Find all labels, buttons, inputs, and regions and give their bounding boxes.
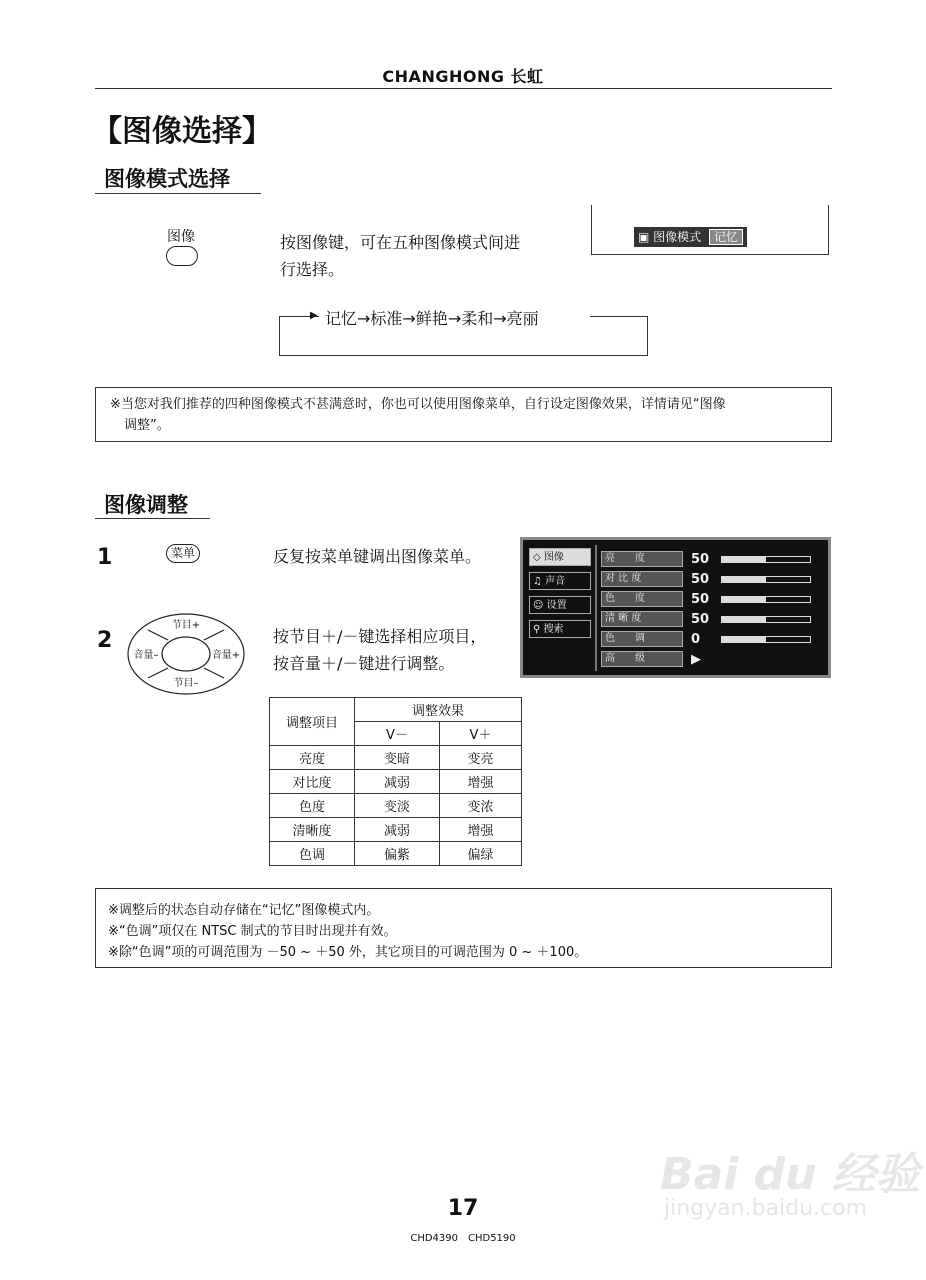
note2-line: ※除“色调”项的可调范围为 －50 ~ ＋50 外，其它项目的可调范围为 0 ~ ＋100。 (108, 945, 588, 960)
table-header-minus: V－ (355, 722, 440, 746)
table-cell: 对比度 (270, 770, 355, 794)
osd-row (601, 570, 826, 588)
osd-rows (601, 550, 826, 670)
osd-row-value: 0 (691, 631, 701, 647)
picture-button-label: 图像 (167, 229, 195, 245)
note1-line1: ※当您对我们推荐的四种图像模式不甚满意时，你也可以使用图像菜单，自行设定图像效果，详情请见“图像 (110, 397, 726, 412)
osd-row-value: 50 (691, 571, 710, 587)
menu-button-icon: 菜单 (166, 544, 200, 563)
table-cell: 清晰度 (270, 818, 355, 842)
note-box-2 (95, 888, 832, 968)
osd-tab-setup: ☺ 设置 (529, 596, 591, 614)
osd-row-value: 50 (691, 591, 710, 607)
picture-button-icon (166, 246, 198, 266)
table-header-effect: 调整效果 (355, 698, 522, 722)
adjust-table (269, 697, 522, 866)
mode-osd (634, 227, 747, 247)
mode-osd-label: 图像模式 (653, 230, 702, 244)
subsection-title-adjust: 图像调整 (104, 493, 188, 517)
table-row (270, 746, 522, 770)
table-cell: 色调 (270, 842, 355, 866)
page-number: 17 (447, 1196, 479, 1221)
arrow-right-icon: ▶ (310, 310, 318, 321)
osd-level-bar (721, 616, 811, 623)
osd-tabs (529, 548, 591, 644)
table-cell: 减弱 (355, 818, 440, 842)
watermark-logo: Bai du 经验 (660, 1149, 920, 1200)
osd-row-label: 高 级 (601, 651, 683, 667)
osd-row-label: 色 度 (601, 591, 683, 607)
header-rule (95, 88, 832, 89)
step1-text: 反复按菜单键调出图像菜单。 (273, 547, 482, 566)
table-row (270, 794, 522, 818)
step2-text (273, 623, 486, 677)
mode-osd-value: 记忆 (709, 229, 743, 245)
osd-divider (595, 545, 597, 671)
table-cell: 增强 (440, 770, 522, 794)
table-cell: 色度 (270, 794, 355, 818)
dpad-up-label: 节目+ (171, 620, 201, 631)
osd-row-label: 对 比 度 (601, 571, 683, 587)
table-cell: 变淡 (355, 794, 440, 818)
osd-row (601, 590, 826, 608)
mode-instruction-line2: 行选择。 (280, 260, 345, 279)
table-cell: 偏紫 (355, 842, 440, 866)
mode-instruction (280, 229, 520, 283)
section-title: 【图像选择】 (92, 114, 272, 149)
osd-menu (520, 537, 831, 678)
subsection-rule (95, 193, 261, 194)
osd-tab-search: ⚲ 搜索 (529, 620, 591, 638)
step-number: 2 (97, 628, 113, 653)
note2-line: ※“色调”项仅在 NTSC 制式的节目时出现并有效。 (108, 924, 397, 939)
osd-level-fill (722, 577, 766, 582)
osd-row (601, 630, 826, 648)
note1-line2: 调整”。 (124, 418, 170, 433)
dpad-icon (126, 612, 246, 696)
osd-row (601, 650, 826, 668)
osd-row (601, 550, 826, 568)
osd-tab-sound: ♫ 声音 (529, 572, 591, 590)
osd-tab-picture: ◇ 图像 (529, 548, 591, 566)
step-number: 1 (97, 545, 113, 570)
osd-level-fill (722, 617, 766, 622)
osd-level-bar (721, 576, 811, 583)
table-row (270, 842, 522, 866)
dpad-left-label: 音量– (133, 650, 159, 661)
subsection-rule (95, 518, 210, 519)
note-box-1 (95, 387, 832, 442)
osd-level-fill (722, 597, 766, 602)
step2-line1: 按节目＋/－键选择相应项目， (273, 627, 487, 646)
brand-header: CHANGHONG 长虹 (382, 67, 544, 86)
table-cell: 变浓 (440, 794, 522, 818)
dpad-right-label: 音量+ (211, 650, 241, 661)
step2-line2: 按音量＋/－键进行调整。 (273, 654, 455, 673)
mode-flow: 记忆→标准→鲜艳→柔和→亮丽 (325, 306, 539, 329)
osd-level-bar (721, 636, 811, 643)
osd-level-fill (722, 557, 766, 562)
table-cell: 亮度 (270, 746, 355, 770)
table-row (270, 770, 522, 794)
table-row (270, 818, 522, 842)
table-cell: 减弱 (355, 770, 440, 794)
osd-level-bar (721, 556, 811, 563)
table-header-item: 调整项目 (270, 698, 355, 746)
table-cell: 变暗 (355, 746, 440, 770)
note2-line: ※调整后的状态自动存储在“记忆”图像模式内。 (108, 903, 380, 918)
table-header-plus: V＋ (440, 722, 522, 746)
table-cell: 增强 (440, 818, 522, 842)
osd-row-label: 色 调 (601, 631, 683, 647)
osd-level-fill (722, 637, 766, 642)
picture-icon: ▣ (638, 230, 650, 244)
osd-row-value: 50 (691, 611, 710, 627)
mode-instruction-line1: 按图像键，可在五种图像模式间进 (280, 233, 521, 252)
osd-level-bar (721, 596, 811, 603)
table-cell: 变亮 (440, 746, 522, 770)
osd-row-value: ▶ (691, 651, 701, 667)
osd-row (601, 610, 826, 628)
model-numbers: CHD4390 CHD5190 (410, 1233, 516, 1244)
osd-row-label: 亮 度 (601, 551, 683, 567)
subsection-title-mode: 图像模式选择 (104, 167, 230, 191)
osd-row-label: 清 晰 度 (601, 611, 683, 627)
watermark-url: jingyan.baidu.com (664, 1196, 868, 1221)
table-cell: 偏绿 (440, 842, 522, 866)
osd-row-value: 50 (691, 551, 710, 567)
dpad-down-label: 节目– (173, 678, 199, 689)
